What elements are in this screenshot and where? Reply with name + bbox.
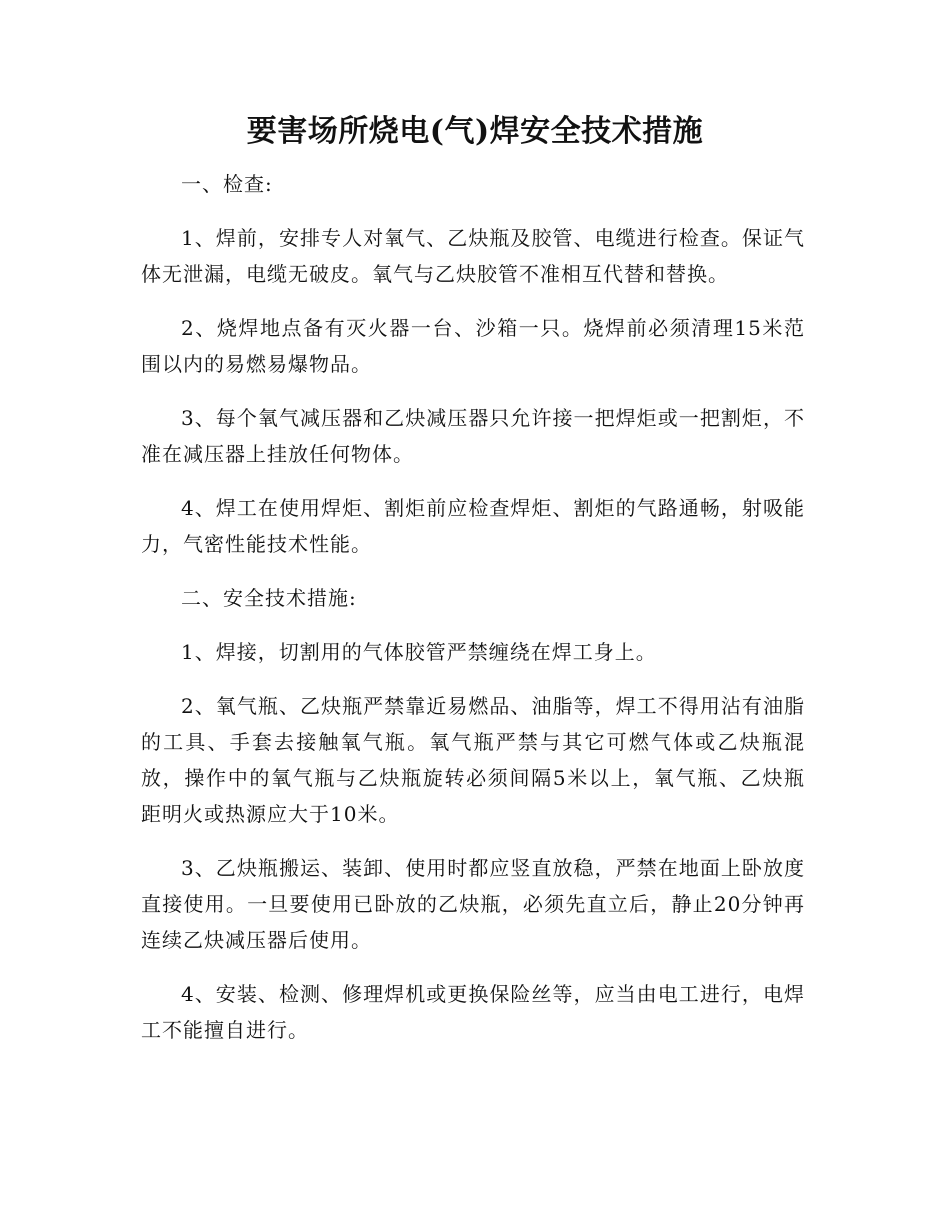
paragraph: 4、焊工在使用焊炬、割炬前应检查焊炬、割炬的气路通畅，射吸能力，气密性能技术性能。	[141, 496, 805, 556]
document-title: 要害场所烧电(气)焊安全技术措施	[246, 114, 704, 149]
section-heading-safety-measures: 二、安全技术措施:	[181, 586, 357, 610]
paragraph: 4、安装、检测、修理焊机或更换保险丝等，应当由电工进行，电焊工不能擅自进行。	[141, 982, 805, 1042]
paragraph: 1、焊前，安排专人对氧气、乙炔瓶及胶管、电缆进行检查。保证气体无泄漏，电缆无破皮。氧气与乙炔胶管不准相互代替和替换。	[141, 226, 805, 286]
section-heading-inspection: 一、检查:	[181, 172, 273, 196]
paragraph: 2、烧焊地点备有灭火器一台、沙箱一只。烧焊前必须清理15米范围以内的易燃易爆物品。	[141, 316, 805, 376]
paragraph: 3、每个氧气减压器和乙炔减压器只允许接一把焊炬或一把割炬，不准在减压器上挂放任何物体。	[141, 406, 805, 466]
paragraph: 2、氧气瓶、乙炔瓶严禁靠近易燃品、油脂等，焊工不得用沾有油脂的工具、手套去接触氧气瓶。氧气瓶严禁与其它可燃气体或乙炔瓶混放，操作中的氧气瓶与乙炔瓶旋转必须间隔5米以上，氧气瓶、乙炔瓶距明火或热源应大于10米。	[141, 694, 805, 826]
paragraph: 3、乙炔瓶搬运、装卸、使用时都应竖直放稳，严禁在地面上卧放度直接使用。一旦要使用已卧放的乙炔瓶，必须先直立后，静止20分钟再连续乙炔减压器后使用。	[141, 856, 805, 952]
document-body	[141, 166, 805, 1066]
paragraph: 1、焊接，切割用的气体胶管严禁缠绕在焊工身上。	[181, 640, 657, 664]
